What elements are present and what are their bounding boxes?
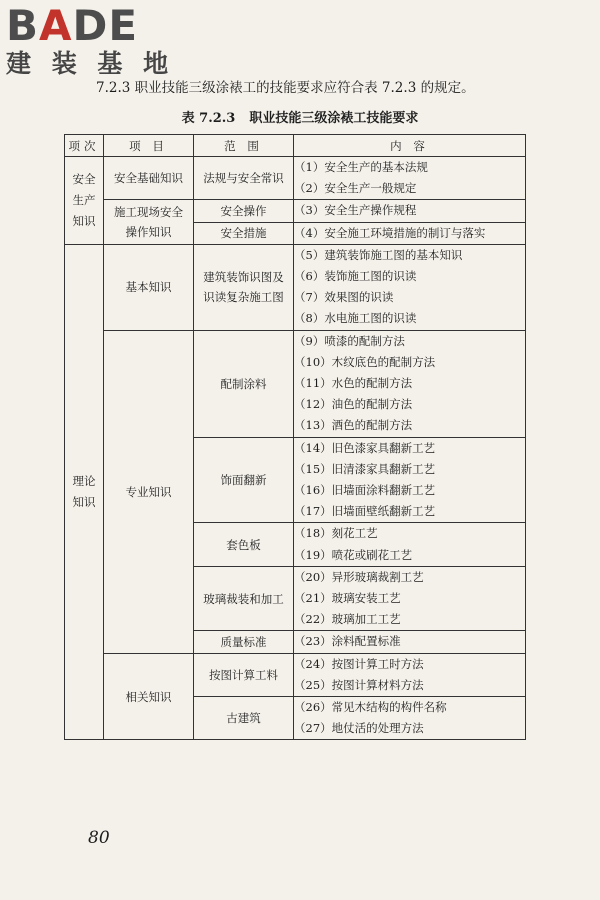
content-line: （25）按图计算材料方法 — [294, 677, 424, 692]
scope-cell: 建筑装饰识图及 识读复杂施工图 — [194, 244, 294, 330]
category-cell: 理论 知识 — [65, 244, 104, 740]
header-content: 内 容 — [294, 135, 526, 157]
content-line: （12）油色的配制方法 — [294, 397, 413, 412]
content-line: （3）安全生产操作规程 — [294, 203, 417, 218]
scope-cell: 配制涂料 — [194, 330, 294, 437]
content-line: （6）装饰施工图的识读 — [294, 269, 417, 284]
scope-cell: 饰面翻新 — [194, 437, 294, 523]
content-line: （1）安全生产的基本法规 — [294, 160, 428, 174]
content-line: （21）玻璃安装工艺 — [294, 591, 401, 606]
content-line: （20）异形玻璃裁割工艺 — [294, 569, 424, 584]
scope-cell: 古建筑 — [194, 697, 294, 740]
content-cell — [294, 437, 526, 523]
item-cell: 基本知识 — [104, 244, 194, 330]
content-line: （18）刻花工艺 — [294, 526, 378, 541]
content-line: （24）按图计算工时方法 — [294, 656, 424, 671]
item-cell: 安全基础知识 — [104, 157, 194, 200]
content-line: （10）木纹底色的配制方法 — [294, 354, 436, 369]
scope-cell: 玻璃裁装和加工 — [194, 566, 294, 631]
category-cell: 安全 生产 知识 — [65, 157, 104, 245]
table-row — [65, 653, 526, 696]
item-cell: 专业知识 — [104, 330, 194, 653]
content-line: （13）酒色的配制方法 — [294, 418, 413, 433]
intro-paragraph: 7.2.3 职业技能三级涂裱工的技能要求应符合表 7.2.3 的规定。 — [96, 80, 475, 96]
table-number: 表 7.2.3 — [181, 111, 236, 126]
content-line: （19）喷花或刷花工艺 — [294, 547, 413, 562]
item-cell: 相关知识 — [104, 653, 194, 740]
table-title — [0, 107, 600, 126]
content-cell — [294, 631, 526, 653]
content-line: （9）喷漆的配制方法 — [294, 333, 405, 348]
content-line: （22）玻璃加工工艺 — [294, 612, 401, 627]
content-cell — [294, 330, 526, 437]
content-line: （26）常见木结构的构件名称 — [294, 700, 447, 715]
table-header-row — [65, 135, 526, 157]
content-line: （11）水色的配制方法 — [294, 376, 413, 391]
content-cell — [294, 222, 526, 244]
content-line: （23）涂料配置标准 — [294, 634, 401, 649]
content-cell — [294, 523, 526, 566]
content-line: （17）旧墙面壁纸翻新工艺 — [294, 504, 436, 519]
scope-cell: 安全操作 — [194, 200, 294, 222]
item-cell: 施工现场安全 操作知识 — [104, 200, 194, 244]
content-cell — [294, 566, 526, 631]
logo-subtitle: 建 装 基 地 — [6, 49, 175, 78]
scope-cell: 按图计算工料 — [194, 653, 294, 696]
skills-table — [64, 134, 526, 740]
scope-cell: 质量标准 — [194, 631, 294, 653]
content-line: （2）安全生产一般规定 — [294, 181, 417, 196]
table-caption: 职业技能三级涂裱工技能要求 — [249, 111, 419, 126]
table-row — [65, 200, 526, 222]
header-scope: 范 围 — [194, 135, 294, 157]
scope-cell: 安全措施 — [194, 222, 294, 244]
header-category: 项次 — [65, 135, 104, 157]
content-cell — [294, 653, 526, 696]
content-cell — [294, 200, 526, 222]
content-line: （4）安全施工环境措施的制订与落实 — [294, 225, 486, 240]
table-row — [65, 157, 526, 200]
content-line: （8）水电施工图的识读 — [294, 311, 417, 326]
content-line: （14）旧色漆家具翻新工艺 — [294, 440, 436, 455]
header-item: 项 目 — [104, 135, 194, 157]
content-line: （5）建筑装饰施工图的基本知识 — [294, 247, 463, 262]
table-row — [65, 244, 526, 330]
content-cell — [294, 697, 526, 740]
logo-brand: BADE — [6, 1, 139, 50]
table-row — [65, 330, 526, 437]
scope-cell: 套色板 — [194, 523, 294, 566]
content-line: （27）地仗活的处理方法 — [294, 721, 424, 736]
watermark-logo — [6, 1, 176, 78]
content-cell — [294, 157, 526, 200]
page-number: 80 — [88, 828, 110, 848]
scope-cell: 法规与安全常识 — [194, 157, 294, 200]
content-cell — [294, 244, 526, 330]
content-line: （7）效果图的识读 — [294, 290, 394, 305]
content-line: （16）旧墙面涂料翻新工艺 — [294, 483, 436, 498]
content-line: （15）旧清漆家具翻新工艺 — [294, 461, 436, 476]
